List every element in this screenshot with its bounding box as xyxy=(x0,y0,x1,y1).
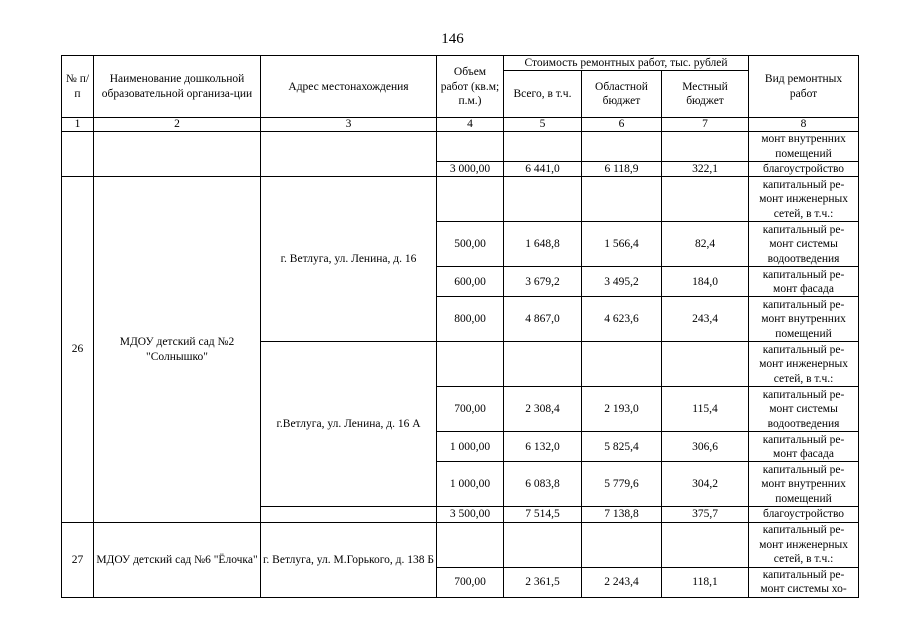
repair-table xyxy=(61,55,859,598)
header-volume: Объем работ (кв.м; п.м.) xyxy=(437,56,504,118)
regional-cell: 2 243,4 xyxy=(582,567,662,597)
volume-cell: 600,00 xyxy=(437,267,504,297)
volume-cell xyxy=(437,522,504,567)
local-cell: 322,1 xyxy=(662,162,749,177)
work-type-cell: капитальный ре-монт внутренних помещений xyxy=(749,462,859,507)
total-cell xyxy=(504,177,582,222)
total-cell: 7 514,5 xyxy=(504,507,582,522)
total-cell: 6 083,8 xyxy=(504,462,582,507)
work-type-cell: капитальный ре-монт инженерных сетей, в т.ч.: xyxy=(749,342,859,387)
total-cell xyxy=(504,522,582,567)
local-cell xyxy=(662,132,749,162)
address-cell: г.Ветлуга, ул. Ленина, д. 16 А xyxy=(261,342,437,507)
organization-name: МДОУ детский сад №2 "Солнышко" xyxy=(94,177,261,522)
work-type-cell: капитальный ре-монт внутренних помещений xyxy=(749,297,859,342)
local-cell: 184,0 xyxy=(662,267,749,297)
volume-cell: 700,00 xyxy=(437,387,504,432)
total-cell: 4 867,0 xyxy=(504,297,582,342)
local-cell xyxy=(662,177,749,222)
work-type-cell: капитальный ре-монт системы водоотведения xyxy=(749,387,859,432)
volume-cell: 1 000,00 xyxy=(437,462,504,507)
total-cell: 3 679,2 xyxy=(504,267,582,297)
regional-cell: 5 779,6 xyxy=(582,462,662,507)
header-local: Местный бюджет xyxy=(662,71,749,118)
work-type-cell: монт внутренних помещений xyxy=(749,132,859,162)
address-cell: г. Ветлуга, ул. Ленина, д. 16 xyxy=(261,177,437,342)
volume-cell xyxy=(437,342,504,387)
total-cell: 6 132,0 xyxy=(504,432,582,462)
local-cell: 306,6 xyxy=(662,432,749,462)
prev-name xyxy=(94,132,261,177)
work-type-cell: капитальный ре-монт инженерных сетей, в т.ч.: xyxy=(749,522,859,567)
column-number: 8 xyxy=(749,118,859,132)
total-cell: 2 308,4 xyxy=(504,387,582,432)
column-number: 1 xyxy=(62,118,94,132)
table-row xyxy=(62,522,859,567)
prev-no xyxy=(62,132,94,177)
regional-cell xyxy=(582,132,662,162)
volume-cell xyxy=(437,132,504,162)
column-number: 7 xyxy=(662,118,749,132)
column-number: 2 xyxy=(94,118,261,132)
local-cell xyxy=(662,522,749,567)
regional-cell: 3 495,2 xyxy=(582,267,662,297)
page-number: 146 xyxy=(441,31,464,47)
header-no: № п/п xyxy=(62,56,94,118)
volume-cell: 800,00 xyxy=(437,297,504,342)
table-row xyxy=(62,132,859,162)
column-numbers-row xyxy=(62,118,859,132)
column-number: 5 xyxy=(504,118,582,132)
total-cell xyxy=(504,342,582,387)
regional-cell: 1 566,4 xyxy=(582,222,662,267)
total-cell xyxy=(504,132,582,162)
work-type-cell: благоустройство xyxy=(749,507,859,522)
regional-cell: 2 193,0 xyxy=(582,387,662,432)
regional-cell: 4 623,6 xyxy=(582,297,662,342)
volume-cell: 700,00 xyxy=(437,567,504,597)
header-address: Адрес местонахождения xyxy=(261,56,437,118)
work-type-cell: капитальный ре-монт фасада xyxy=(749,432,859,462)
total-cell: 1 648,8 xyxy=(504,222,582,267)
header-name: Наименование дошкольной образовательной организа-ции xyxy=(94,56,261,118)
volume-cell: 500,00 xyxy=(437,222,504,267)
column-number: 3 xyxy=(261,118,437,132)
table-row xyxy=(62,177,859,222)
row-number: 26 xyxy=(62,177,94,522)
local-cell: 304,2 xyxy=(662,462,749,507)
column-number: 6 xyxy=(582,118,662,132)
regional-cell: 7 138,8 xyxy=(582,507,662,522)
volume-cell xyxy=(437,177,504,222)
header-regional: Областной бюджет xyxy=(582,71,662,118)
local-cell xyxy=(662,342,749,387)
volume-cell: 3 500,00 xyxy=(437,507,504,522)
local-cell: 115,4 xyxy=(662,387,749,432)
header-cost-group: Стоимость ремонтных работ, тыс. рублей xyxy=(504,56,749,71)
regional-cell xyxy=(582,522,662,567)
work-type-cell: капитальный ре-монт системы хо- xyxy=(749,567,859,597)
header-row xyxy=(62,56,859,71)
header-total: Всего, в т.ч. xyxy=(504,71,582,118)
regional-cell xyxy=(582,342,662,387)
work-type-cell: благоустройство xyxy=(749,162,859,177)
regional-cell: 5 825,4 xyxy=(582,432,662,462)
local-cell: 375,7 xyxy=(662,507,749,522)
organization-name: МДОУ детский сад №6 "Ёлочка" xyxy=(94,522,261,597)
volume-cell: 3 000,00 xyxy=(437,162,504,177)
local-cell: 118,1 xyxy=(662,567,749,597)
regional-cell xyxy=(582,177,662,222)
local-cell: 243,4 xyxy=(662,297,749,342)
address-cell: г. Ветлуга, ул. М.Горького, д. 138 Б xyxy=(261,522,437,597)
work-type-cell: капитальный ре-монт инженерных сетей, в т.ч.: xyxy=(749,177,859,222)
header-work-type: Вид ремонтных работ xyxy=(749,56,859,118)
volume-cell: 1 000,00 xyxy=(437,432,504,462)
column-number: 4 xyxy=(437,118,504,132)
total-cell: 2 361,5 xyxy=(504,567,582,597)
row-number: 27 xyxy=(62,522,94,597)
local-cell: 82,4 xyxy=(662,222,749,267)
work-type-cell: капитальный ре-монт системы водоотведения xyxy=(749,222,859,267)
work-type-cell: капитальный ре-монт фасада xyxy=(749,267,859,297)
regional-cell: 6 118,9 xyxy=(582,162,662,177)
address-cell xyxy=(261,507,437,522)
total-cell: 6 441,0 xyxy=(504,162,582,177)
prev-address xyxy=(261,132,437,177)
